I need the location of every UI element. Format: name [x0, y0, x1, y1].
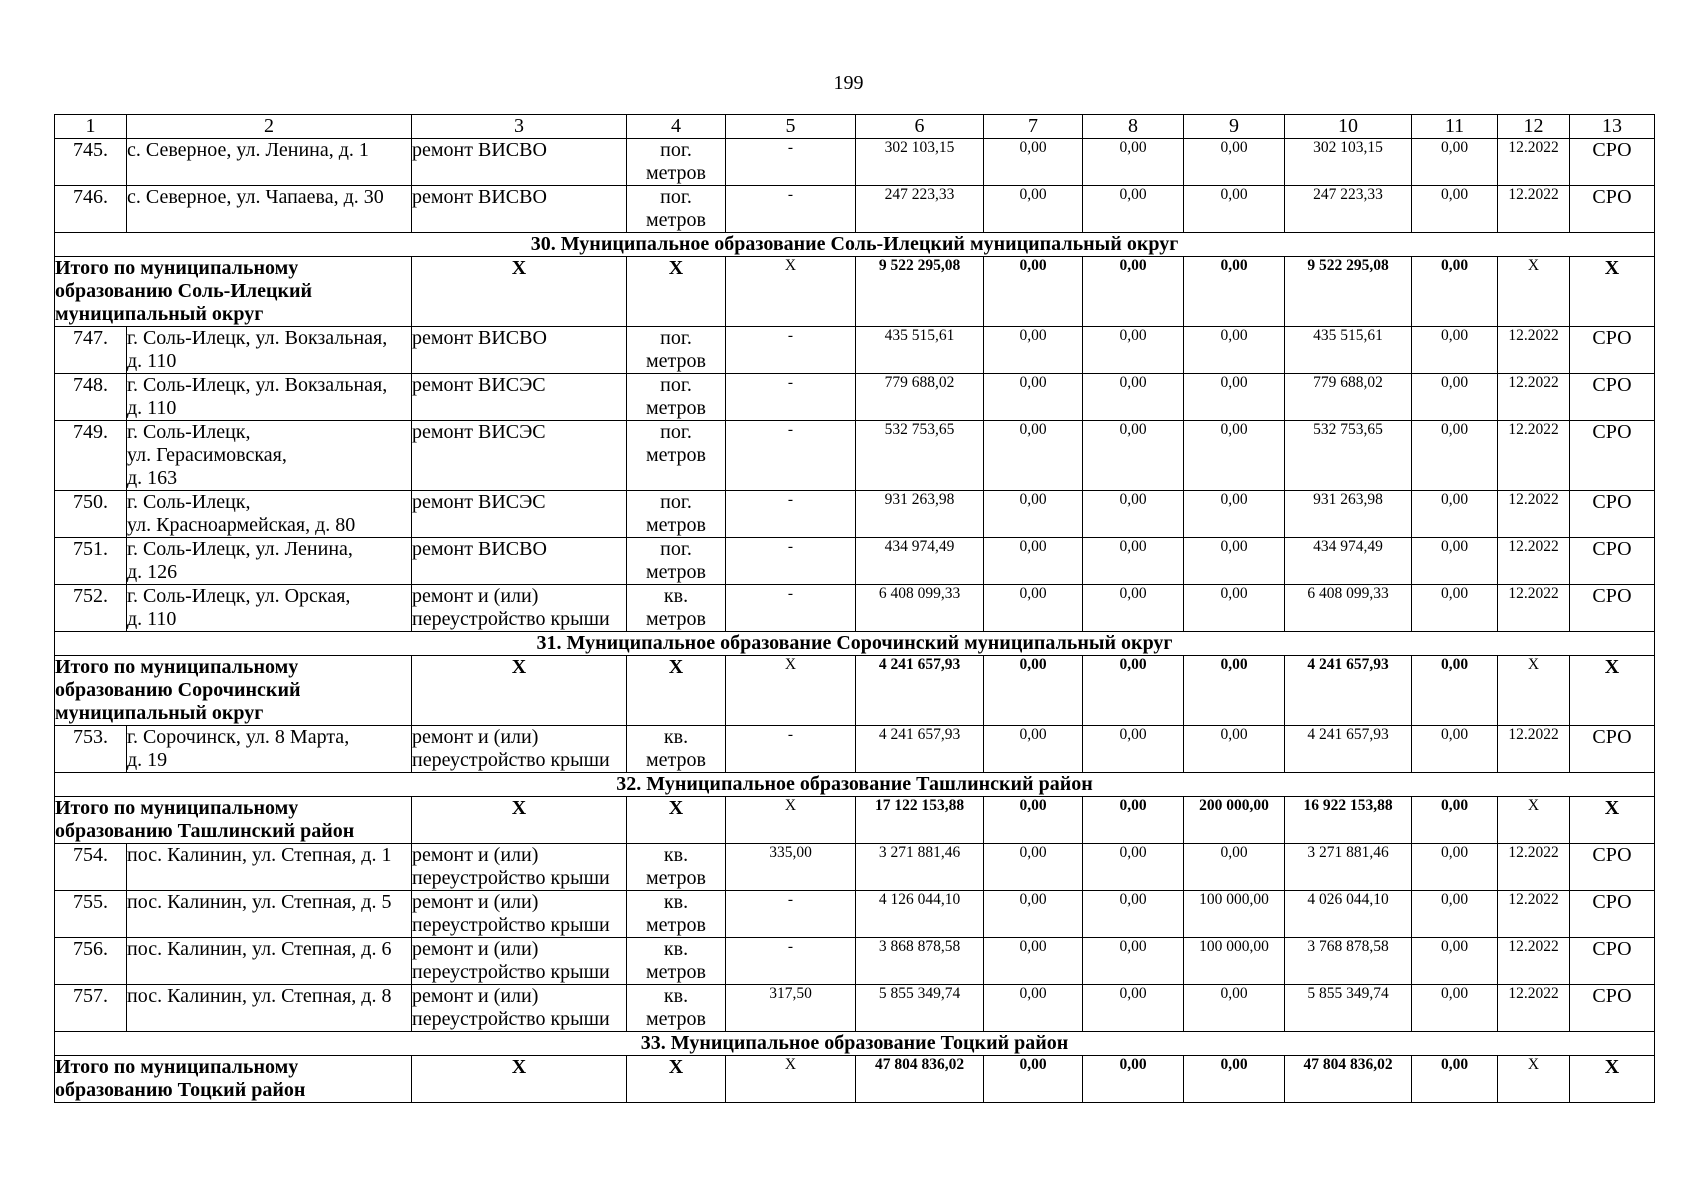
table-row [55, 726, 1655, 773]
cost-col9-cell: 0,00 [1184, 985, 1285, 1032]
total-volume-cell: Х [726, 1056, 856, 1103]
deadline-cell: 12.2022 [1498, 139, 1570, 186]
unit-cell: кв. метров [627, 938, 726, 985]
unit-cell: кв. метров [627, 844, 726, 891]
total-cost-col9-cell: 0,00 [1184, 257, 1285, 327]
volume-cell: - [726, 491, 856, 538]
address-cell: г. Соль-Илецк, ул. Красноармейская, д. 80 [127, 491, 412, 538]
section-heading: 32. Муниципальное образование Ташлинский район [55, 773, 1655, 797]
total-deadline-cell: Х [1498, 257, 1570, 327]
item-number-cell: 747. [55, 327, 127, 374]
column-number-4: 4 [627, 115, 726, 139]
work-type-cell: ремонт и (или) переустройство крыши [412, 985, 627, 1032]
total-cost-col8-cell: 0,00 [1083, 1056, 1184, 1103]
unit-cell: пог. метров [627, 538, 726, 585]
unit-cell: кв. метров [627, 585, 726, 632]
total-cost-col8-cell: 0,00 [1083, 797, 1184, 844]
volume-cell: - [726, 585, 856, 632]
work-type-cell: ремонт ВИСВО [412, 538, 627, 585]
total-work-type-cell: Х [412, 1056, 627, 1103]
contractor-cell: СРО [1570, 985, 1655, 1032]
cost-col10-cell: 532 753,65 [1285, 421, 1412, 491]
table-row [55, 491, 1655, 538]
total-cost-col9-cell: 200 000,00 [1184, 797, 1285, 844]
section-heading-row [55, 233, 1655, 257]
work-type-cell: ремонт и (или) переустройство крыши [412, 938, 627, 985]
contractor-cell: СРО [1570, 891, 1655, 938]
contractor-cell: СРО [1570, 585, 1655, 632]
section-heading-row [55, 632, 1655, 656]
cost-total-cell: 435 515,61 [856, 327, 984, 374]
cost-col9-cell: 0,00 [1184, 421, 1285, 491]
item-number-cell: 756. [55, 938, 127, 985]
column-number-3: 3 [412, 115, 627, 139]
cost-col11-cell: 0,00 [1412, 139, 1498, 186]
item-number-cell: 749. [55, 421, 127, 491]
address-cell: пос. Калинин, ул. Степная, д. 5 [127, 891, 412, 938]
unit-cell: пог. метров [627, 421, 726, 491]
address-cell: г. Соль-Илецк, ул. Вокзальная, д. 110 [127, 374, 412, 421]
cost-col11-cell: 0,00 [1412, 374, 1498, 421]
unit-cell: кв. метров [627, 985, 726, 1032]
cost-col10-cell: 435 515,61 [1285, 327, 1412, 374]
column-number-8: 8 [1083, 115, 1184, 139]
total-cost-col8-cell: 0,00 [1083, 656, 1184, 726]
table-row [55, 844, 1655, 891]
column-number-2: 2 [127, 115, 412, 139]
cost-col10-cell: 3 768 878,58 [1285, 938, 1412, 985]
table-row [55, 538, 1655, 585]
total-cost-col7-cell: 0,00 [984, 257, 1083, 327]
cost-col10-cell: 247 223,33 [1285, 186, 1412, 233]
cost-col11-cell: 0,00 [1412, 186, 1498, 233]
cost-col9-cell: 0,00 [1184, 726, 1285, 773]
total-cost-col10-cell: 16 922 153,88 [1285, 797, 1412, 844]
total-contractor-cell: Х [1570, 1056, 1655, 1103]
deadline-cell: 12.2022 [1498, 585, 1570, 632]
cost-col10-cell: 302 103,15 [1285, 139, 1412, 186]
work-type-cell: ремонт и (или) переустройство крыши [412, 891, 627, 938]
cost-total-cell: 3 271 881,46 [856, 844, 984, 891]
cost-col11-cell: 0,00 [1412, 891, 1498, 938]
deadline-cell: 12.2022 [1498, 186, 1570, 233]
table-row [55, 139, 1655, 186]
contractor-cell: СРО [1570, 327, 1655, 374]
cost-col10-cell: 5 855 349,74 [1285, 985, 1412, 1032]
item-number-cell: 753. [55, 726, 127, 773]
total-cost-col7-cell: 0,00 [984, 656, 1083, 726]
unit-cell: кв. метров [627, 726, 726, 773]
cost-total-cell: 5 855 349,74 [856, 985, 984, 1032]
cost-col9-cell: 0,00 [1184, 844, 1285, 891]
cost-col8-cell: 0,00 [1083, 938, 1184, 985]
cost-col11-cell: 0,00 [1412, 421, 1498, 491]
deadline-cell: 12.2022 [1498, 374, 1570, 421]
cost-col7-cell: 0,00 [984, 374, 1083, 421]
total-contractor-cell: Х [1570, 257, 1655, 327]
volume-cell: 317,50 [726, 985, 856, 1032]
cost-col7-cell: 0,00 [984, 891, 1083, 938]
cost-col9-cell: 0,00 [1184, 491, 1285, 538]
volume-cell: - [726, 374, 856, 421]
cost-col10-cell: 4 241 657,93 [1285, 726, 1412, 773]
total-cost-col11-cell: 0,00 [1412, 656, 1498, 726]
contractor-cell: СРО [1570, 421, 1655, 491]
cost-col9-cell: 0,00 [1184, 374, 1285, 421]
total-cost-col8-cell: 0,00 [1083, 257, 1184, 327]
cost-col11-cell: 0,00 [1412, 585, 1498, 632]
item-number-cell: 757. [55, 985, 127, 1032]
contractor-cell: СРО [1570, 938, 1655, 985]
section-heading: 31. Муниципальное образование Сорочинский муниципальный округ [55, 632, 1655, 656]
item-number-cell: 748. [55, 374, 127, 421]
address-cell: пос. Калинин, ул. Степная, д. 1 [127, 844, 412, 891]
deadline-cell: 12.2022 [1498, 538, 1570, 585]
deadline-cell: 12.2022 [1498, 938, 1570, 985]
work-type-cell: ремонт ВИСЭС [412, 421, 627, 491]
column-number-13: 13 [1570, 115, 1655, 139]
total-deadline-cell: Х [1498, 797, 1570, 844]
cost-col10-cell: 931 263,98 [1285, 491, 1412, 538]
address-cell: с. Северное, ул. Ленина, д. 1 [127, 139, 412, 186]
table-row [55, 891, 1655, 938]
total-cost-total-cell: 47 804 836,02 [856, 1056, 984, 1103]
deadline-cell: 12.2022 [1498, 327, 1570, 374]
item-number-cell: 754. [55, 844, 127, 891]
cost-col11-cell: 0,00 [1412, 985, 1498, 1032]
contractor-cell: СРО [1570, 844, 1655, 891]
table-row [55, 585, 1655, 632]
cost-col8-cell: 0,00 [1083, 139, 1184, 186]
total-cost-col11-cell: 0,00 [1412, 1056, 1498, 1103]
address-cell: г. Соль-Илецк, ул. Герасимовская, д. 163 [127, 421, 412, 491]
work-type-cell: ремонт ВИСЭС [412, 374, 627, 421]
unit-cell: пог. метров [627, 186, 726, 233]
total-cost-col7-cell: 0,00 [984, 1056, 1083, 1103]
cost-col7-cell: 0,00 [984, 585, 1083, 632]
cost-col11-cell: 0,00 [1412, 726, 1498, 773]
contractor-cell: СРО [1570, 491, 1655, 538]
total-label: Итого по муниципальному образованию Сорочинский муниципальный округ [55, 656, 412, 726]
cost-col9-cell: 0,00 [1184, 139, 1285, 186]
total-cost-total-cell: 4 241 657,93 [856, 656, 984, 726]
total-unit-cell: Х [627, 257, 726, 327]
column-number-12: 12 [1498, 115, 1570, 139]
total-unit-cell: Х [627, 1056, 726, 1103]
contractor-cell: СРО [1570, 139, 1655, 186]
total-deadline-cell: Х [1498, 1056, 1570, 1103]
work-type-cell: ремонт ВИСВО [412, 139, 627, 186]
table-row [55, 186, 1655, 233]
volume-cell: 335,00 [726, 844, 856, 891]
work-type-cell: ремонт и (или) переустройство крыши [412, 726, 627, 773]
cost-col7-cell: 0,00 [984, 491, 1083, 538]
total-unit-cell: Х [627, 797, 726, 844]
table-row [55, 985, 1655, 1032]
unit-cell: пог. метров [627, 491, 726, 538]
cost-col7-cell: 0,00 [984, 139, 1083, 186]
volume-cell: - [726, 538, 856, 585]
cost-col8-cell: 0,00 [1083, 421, 1184, 491]
cost-col10-cell: 779 688,02 [1285, 374, 1412, 421]
column-number-9: 9 [1184, 115, 1285, 139]
item-number-cell: 745. [55, 139, 127, 186]
program-table [54, 114, 1655, 1103]
cost-col7-cell: 0,00 [984, 985, 1083, 1032]
table-row [55, 374, 1655, 421]
total-cost-col7-cell: 0,00 [984, 797, 1083, 844]
item-number-cell: 752. [55, 585, 127, 632]
total-row [55, 656, 1655, 726]
section-heading: 30. Муниципальное образование Соль-Илецкий муниципальный округ [55, 233, 1655, 257]
cost-col8-cell: 0,00 [1083, 491, 1184, 538]
column-number-11: 11 [1412, 115, 1498, 139]
contractor-cell: СРО [1570, 374, 1655, 421]
total-row [55, 1056, 1655, 1103]
total-work-type-cell: Х [412, 257, 627, 327]
total-cost-col9-cell: 0,00 [1184, 1056, 1285, 1103]
total-deadline-cell: Х [1498, 656, 1570, 726]
total-unit-cell: Х [627, 656, 726, 726]
volume-cell: - [726, 421, 856, 491]
unit-cell: пог. метров [627, 139, 726, 186]
work-type-cell: ремонт ВИСВО [412, 186, 627, 233]
total-contractor-cell: Х [1570, 797, 1655, 844]
cost-col10-cell: 6 408 099,33 [1285, 585, 1412, 632]
cost-col8-cell: 0,00 [1083, 726, 1184, 773]
work-type-cell: ремонт ВИСЭС [412, 491, 627, 538]
total-volume-cell: Х [726, 656, 856, 726]
deadline-cell: 12.2022 [1498, 891, 1570, 938]
cost-col8-cell: 0,00 [1083, 585, 1184, 632]
address-cell: пос. Калинин, ул. Степная, д. 6 [127, 938, 412, 985]
cost-col8-cell: 0,00 [1083, 985, 1184, 1032]
work-type-cell: ремонт и (или) переустройство крыши [412, 585, 627, 632]
total-cost-col10-cell: 9 522 295,08 [1285, 257, 1412, 327]
address-cell: г. Соль-Илецк, ул. Ленина, д. 126 [127, 538, 412, 585]
total-label: Итого по муниципальному образованию Соль-Илецкий муниципальный округ [55, 257, 412, 327]
cost-col7-cell: 0,00 [984, 726, 1083, 773]
column-number-5: 5 [726, 115, 856, 139]
contractor-cell: СРО [1570, 186, 1655, 233]
item-number-cell: 746. [55, 186, 127, 233]
item-number-cell: 755. [55, 891, 127, 938]
volume-cell: - [726, 139, 856, 186]
total-cost-total-cell: 17 122 153,88 [856, 797, 984, 844]
total-volume-cell: Х [726, 797, 856, 844]
cost-total-cell: 6 408 099,33 [856, 585, 984, 632]
cost-col11-cell: 0,00 [1412, 491, 1498, 538]
cost-col11-cell: 0,00 [1412, 844, 1498, 891]
cost-col8-cell: 0,00 [1083, 891, 1184, 938]
total-work-type-cell: Х [412, 797, 627, 844]
unit-cell: пог. метров [627, 374, 726, 421]
cost-total-cell: 3 868 878,58 [856, 938, 984, 985]
cost-col8-cell: 0,00 [1083, 327, 1184, 374]
total-cost-col10-cell: 4 241 657,93 [1285, 656, 1412, 726]
section-heading-row [55, 1032, 1655, 1056]
cost-total-cell: 302 103,15 [856, 139, 984, 186]
address-cell: г. Соль-Илецк, ул. Вокзальная, д. 110 [127, 327, 412, 374]
total-cost-col9-cell: 0,00 [1184, 656, 1285, 726]
cost-col9-cell: 0,00 [1184, 538, 1285, 585]
volume-cell: - [726, 891, 856, 938]
cost-col9-cell: 0,00 [1184, 186, 1285, 233]
table-body [55, 115, 1655, 1103]
work-type-cell: ремонт и (или) переустройство крыши [412, 844, 627, 891]
volume-cell: - [726, 327, 856, 374]
total-cost-total-cell: 9 522 295,08 [856, 257, 984, 327]
cost-col11-cell: 0,00 [1412, 327, 1498, 374]
deadline-cell: 12.2022 [1498, 726, 1570, 773]
column-number-6: 6 [856, 115, 984, 139]
cost-total-cell: 931 263,98 [856, 491, 984, 538]
address-cell: с. Северное, ул. Чапаева, д. 30 [127, 186, 412, 233]
table-row [55, 421, 1655, 491]
total-cost-col11-cell: 0,00 [1412, 257, 1498, 327]
total-label: Итого по муниципальному образованию Тоцкий район [55, 1056, 412, 1103]
address-cell: г. Сорочинск, ул. 8 Марта, д. 19 [127, 726, 412, 773]
cost-col8-cell: 0,00 [1083, 186, 1184, 233]
deadline-cell: 12.2022 [1498, 421, 1570, 491]
unit-cell: кв. метров [627, 891, 726, 938]
column-number-10: 10 [1285, 115, 1412, 139]
cost-col9-cell: 100 000,00 [1184, 891, 1285, 938]
table-row [55, 327, 1655, 374]
header-row [55, 115, 1655, 139]
cost-total-cell: 779 688,02 [856, 374, 984, 421]
cost-col7-cell: 0,00 [984, 421, 1083, 491]
deadline-cell: 12.2022 [1498, 985, 1570, 1032]
cost-col7-cell: 0,00 [984, 844, 1083, 891]
item-number-cell: 751. [55, 538, 127, 585]
work-type-cell: ремонт ВИСВО [412, 327, 627, 374]
cost-col11-cell: 0,00 [1412, 538, 1498, 585]
cost-col9-cell: 0,00 [1184, 585, 1285, 632]
section-heading: 33. Муниципальное образование Тоцкий район [55, 1032, 1655, 1056]
column-number-7: 7 [984, 115, 1083, 139]
cost-col10-cell: 434 974,49 [1285, 538, 1412, 585]
deadline-cell: 12.2022 [1498, 491, 1570, 538]
total-work-type-cell: Х [412, 656, 627, 726]
address-cell: г. Соль-Илецк, ул. Орская, д. 110 [127, 585, 412, 632]
table-row [55, 938, 1655, 985]
total-label: Итого по муниципальному образованию Ташлинский район [55, 797, 412, 844]
cost-col9-cell: 0,00 [1184, 327, 1285, 374]
cost-col7-cell: 0,00 [984, 538, 1083, 585]
total-row [55, 257, 1655, 327]
page-number: 199 [833, 72, 864, 94]
cost-col8-cell: 0,00 [1083, 374, 1184, 421]
address-cell: пос. Калинин, ул. Степная, д. 8 [127, 985, 412, 1032]
section-heading-row [55, 773, 1655, 797]
cost-total-cell: 247 223,33 [856, 186, 984, 233]
cost-total-cell: 4 126 044,10 [856, 891, 984, 938]
contractor-cell: СРО [1570, 538, 1655, 585]
cost-col10-cell: 3 271 881,46 [1285, 844, 1412, 891]
deadline-cell: 12.2022 [1498, 844, 1570, 891]
total-row [55, 797, 1655, 844]
cost-total-cell: 532 753,65 [856, 421, 984, 491]
volume-cell: - [726, 938, 856, 985]
cost-col8-cell: 0,00 [1083, 844, 1184, 891]
cost-total-cell: 4 241 657,93 [856, 726, 984, 773]
total-contractor-cell: Х [1570, 656, 1655, 726]
cost-col10-cell: 4 026 044,10 [1285, 891, 1412, 938]
unit-cell: пог. метров [627, 327, 726, 374]
volume-cell: - [726, 726, 856, 773]
total-cost-col11-cell: 0,00 [1412, 797, 1498, 844]
column-number-1: 1 [55, 115, 127, 139]
cost-col11-cell: 0,00 [1412, 938, 1498, 985]
cost-col9-cell: 100 000,00 [1184, 938, 1285, 985]
cost-col7-cell: 0,00 [984, 327, 1083, 374]
contractor-cell: СРО [1570, 726, 1655, 773]
cost-col7-cell: 0,00 [984, 186, 1083, 233]
volume-cell: - [726, 186, 856, 233]
item-number-cell: 750. [55, 491, 127, 538]
total-volume-cell: Х [726, 257, 856, 327]
cost-col8-cell: 0,00 [1083, 538, 1184, 585]
total-cost-col10-cell: 47 804 836,02 [1285, 1056, 1412, 1103]
cost-col7-cell: 0,00 [984, 938, 1083, 985]
cost-total-cell: 434 974,49 [856, 538, 984, 585]
